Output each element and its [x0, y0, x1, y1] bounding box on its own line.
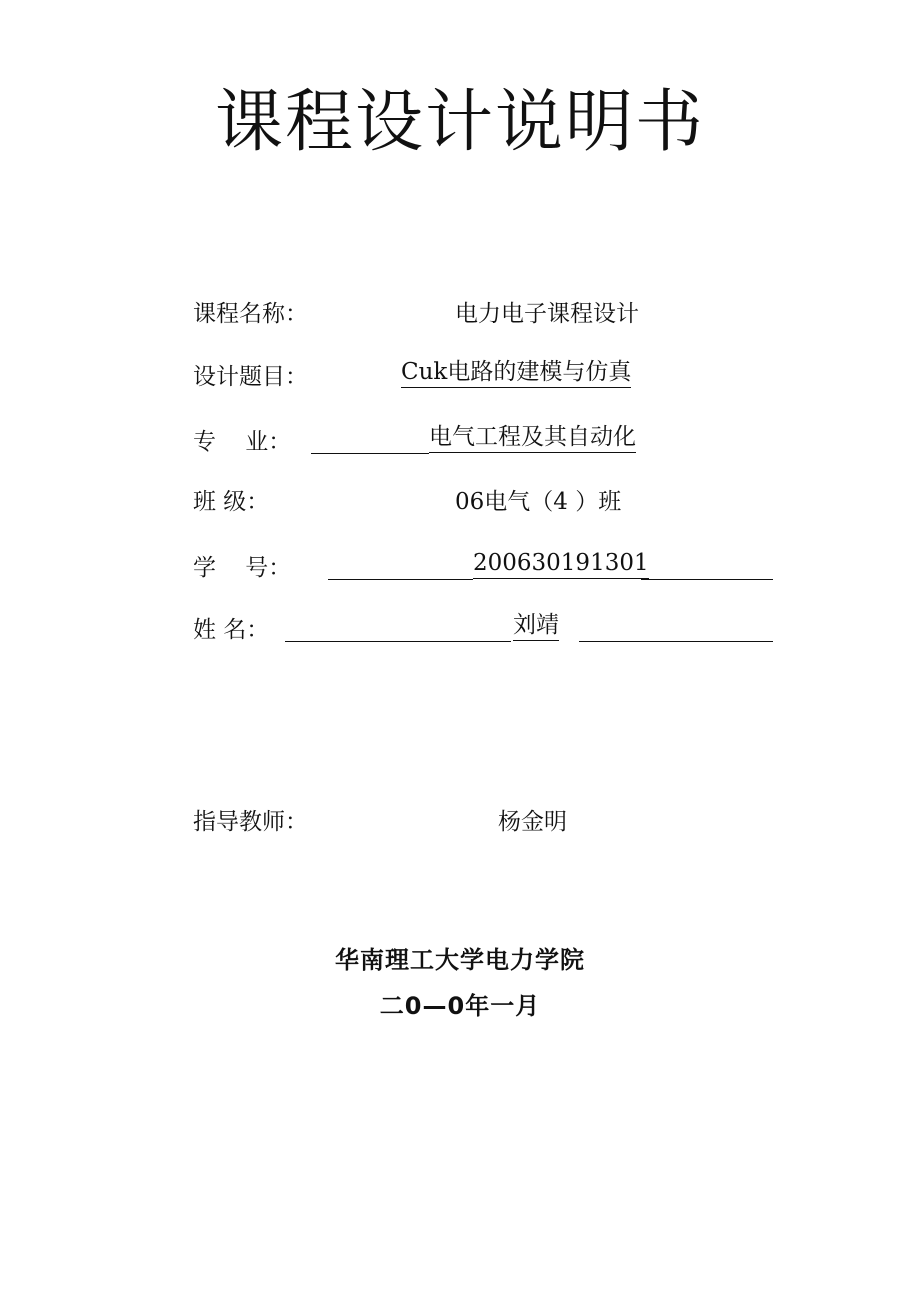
- field-course-name: [193, 294, 793, 334]
- student-id-label: 学 号：: [193, 555, 292, 581]
- major-value: 电气工程及其自动化: [429, 422, 636, 453]
- name-value: 刘靖: [513, 610, 559, 641]
- topic-value: Cuk电路的建模与仿真: [401, 357, 631, 388]
- student-id-blank-left: [328, 579, 473, 580]
- institution-name: 华南理工大学电力学院: [335, 946, 585, 974]
- document-date: 二0—0年一月: [379, 992, 541, 1020]
- field-topic: [193, 357, 793, 397]
- field-name: [193, 610, 793, 650]
- student-id-blank-right: [641, 579, 773, 580]
- class-value: 06电气（4 ）班: [455, 489, 622, 515]
- field-class: [193, 482, 793, 522]
- major-label: 专 业：: [193, 429, 292, 455]
- document-title: 课程设计说明书: [214, 83, 705, 162]
- advisor-label: 指导教师：: [193, 809, 308, 835]
- course-name-label: 课程名称：: [193, 301, 308, 327]
- name-blank-right: [579, 641, 773, 642]
- name-blank-left: [285, 641, 511, 642]
- major-blank-line: [311, 453, 429, 454]
- advisor-value: 杨金明: [498, 809, 567, 835]
- student-id-value: 200630191301: [473, 548, 649, 579]
- field-major: [193, 422, 793, 462]
- class-label: 班 级：: [193, 489, 270, 515]
- field-student-id: [193, 548, 793, 588]
- name-label: 姓 名：: [193, 617, 270, 643]
- topic-label: 设计题目：: [193, 364, 308, 390]
- course-name-value: 电力电子课程设计: [455, 301, 639, 327]
- field-advisor: [193, 802, 793, 842]
